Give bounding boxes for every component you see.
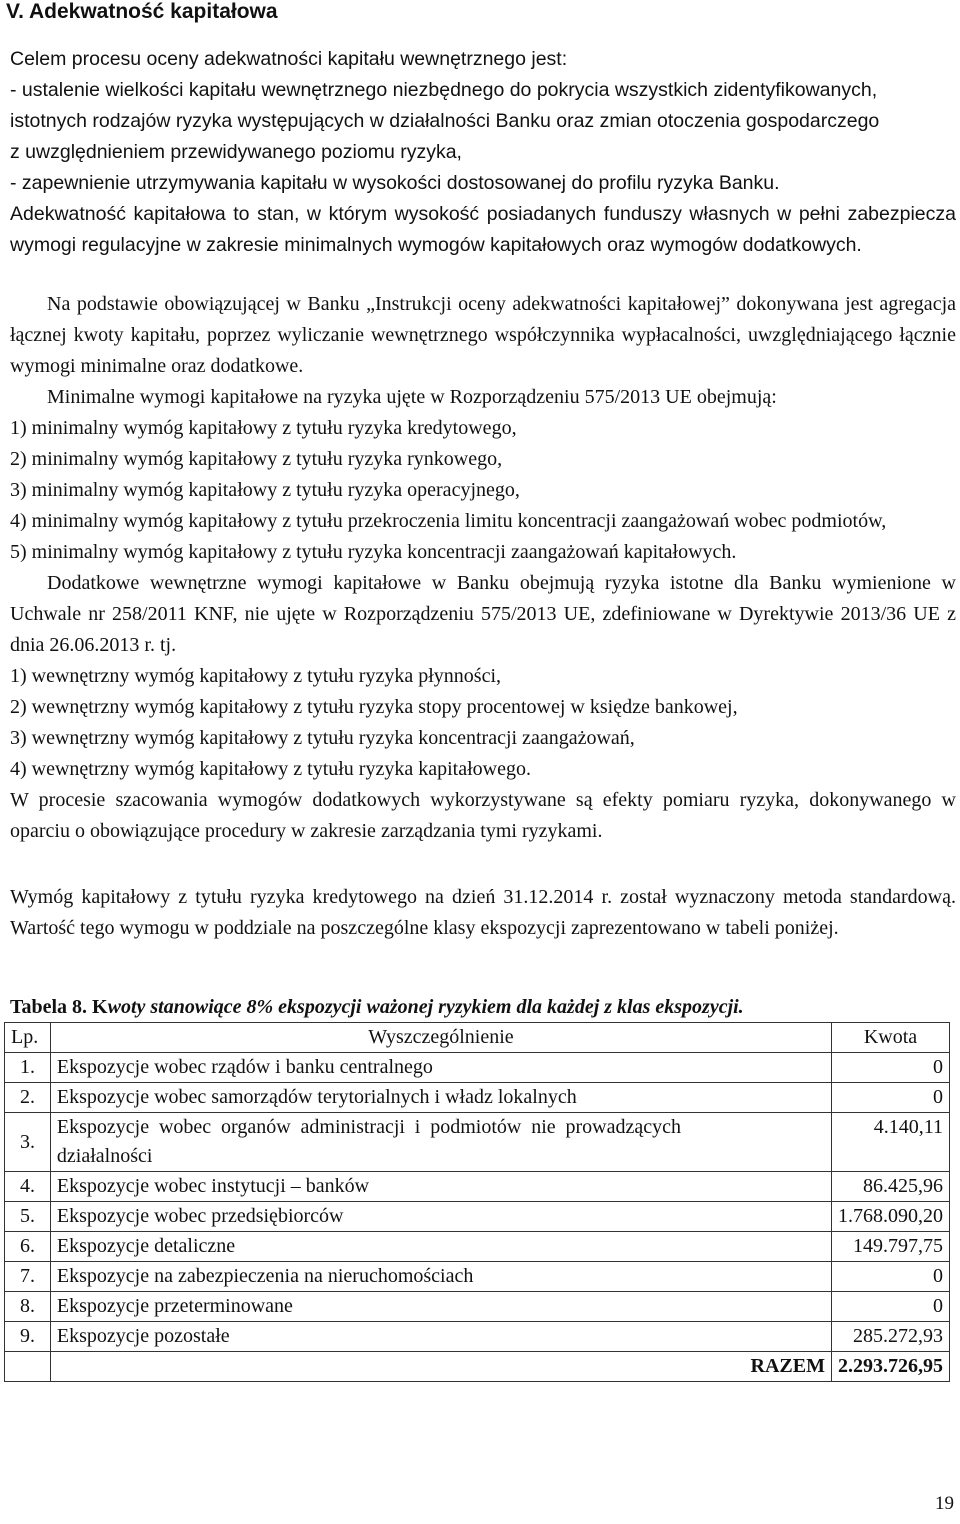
intro-line: - ustalenie wielkości kapitału wewnętrznego niezbędnego do pokrycia wszystkich zidentyfikowanych, [10,79,878,101]
table-row [5,1292,950,1322]
row-description: Ekspozycje wobec samorządów terytorialnych i władz lokalnych [50,1083,831,1113]
table-row [5,1232,950,1262]
row-description [50,1113,831,1172]
intro-line: z uwzględnieniem przewidywanego poziomu ryzyka, [10,141,462,163]
table-row [5,1322,950,1352]
page-number: 19 [935,1493,954,1514]
row-number: 9. [5,1322,51,1352]
min-req-item: 2) minimalny wymóg kapitałowy z tytułu ryzyka rynkowego, [10,448,503,470]
section-heading: V. Adekwatność kapitałowa [6,0,278,23]
table-row [5,1083,950,1113]
table-total-row [5,1352,950,1382]
row-description: Ekspozycje wobec przedsiębiorców [50,1202,831,1232]
min-req-item: 5) minimalny wymóg kapitałowy z tytułu ryzyka koncentracji zaangażowań kapitałowych. [10,541,737,563]
table-header-row [5,1023,950,1053]
table-caption-label: Tabela 8. K [10,996,108,1018]
intro-line: - zapewnienie utrzymywania kapitału w wysokości dostosowanej do profilu ryzyka Banku. [10,172,780,194]
row-description: Ekspozycje wobec instytucji – banków [50,1172,831,1202]
row-amount: 86.425,96 [832,1172,950,1202]
add-req-item: 3) wewnętrzny wymóg kapitałowy z tytułu ryzyka koncentracji zaangażowań, [10,727,635,749]
main-body [10,289,956,847]
row-description: Ekspozycje przeterminowane [50,1292,831,1322]
table-row [5,1262,950,1292]
row-amount: 285.272,93 [832,1322,950,1352]
min-req-item: 1) minimalny wymóg kapitałowy z tytułu ryzyka kredytowego, [10,417,517,439]
row-number: 4. [5,1172,51,1202]
row-amount: 0 [832,1053,950,1083]
row-description: Ekspozycje detaliczne [50,1232,831,1262]
exposure-table [4,1022,950,1382]
row-amount: 0 [832,1262,950,1292]
process-paragraph: W procesie szacowania wymogów dodatkowych wykorzystywane są efekty pomiaru ryzyka, dokonywanego w oparciu o obowiązujące procedury w zakresie zarządzania tymi ryzykami. [10,789,956,842]
adequacy-paragraph: Adekwatność kapitałowa to stan, w którym wysokość posiadanych funduszy własnych w pełni zabezpiecza wymogi regulacyjne w zakresie minimalnych wymogów kapitałowych oraz wymogów dodatkowych. [10,203,956,256]
intro-block [10,44,956,261]
table-row [5,1113,950,1172]
row-description: Ekspozycje wobec rządów i banku centralnego [50,1053,831,1083]
row-amount: 149.797,75 [832,1232,950,1262]
row-description-text: Ekspozycje wobec organów administracji i podmiotów nie prowadzących działalności [56,1116,681,1167]
row-number: 5. [5,1202,51,1232]
table-caption-text: woty stanowiące 8% ekspozycji ważonej ryzykiem dla każdej z klas ekspozycji. [107,996,744,1018]
row-number: 2. [5,1083,51,1113]
table-row [5,1202,950,1232]
total-amount: 2.293.726,95 [832,1352,950,1382]
instruction-paragraph: Na podstawie obowiązującej w Banku „Instrukcji oceny adekwatności kapitałowej” dokonywana jest agregacja łącznej kwoty kapitału, poprzez wyliczanie wewnętrznego współczynnika wypłacalności, uwzględniającego łącznie wymogi minimalne oraz dodatkowe. [10,293,956,377]
row-amount: 4.140,11 [832,1113,950,1172]
table-row [5,1053,950,1083]
add-req-item: 2) wewnętrzny wymóg kapitałowy z tytułu ryzyka stopy procentowej w księdze bankowej, [10,696,738,718]
column-header: Wyszczególnienie [50,1023,831,1053]
row-number: 3. [5,1113,51,1172]
total-label: RAZEM [50,1352,831,1382]
row-description: Ekspozycje pozostałe [50,1322,831,1352]
row-number: 1. [5,1053,51,1083]
intro-line: Celem procesu oceny adekwatności kapitału wewnętrznego jest: [10,48,568,70]
row-number: 7. [5,1262,51,1292]
row-number: 6. [5,1232,51,1262]
add-req-item: 1) wewnętrzny wymóg kapitałowy z tytułu ryzyka płynności, [10,665,501,687]
min-req-item: 4) minimalny wymóg kapitałowy z tytułu przekroczenia limitu koncentracji zaangażowań wobec podmiotów, [10,510,887,532]
column-header: Lp. [5,1023,51,1053]
credit-paragraph: Wymóg kapitałowy z tytułu ryzyka kredytowego na dzień 31.12.2014 r. został wyznaczony metoda standardową. Wartość tego wymogu w poddziale na poszczególne klasy ekspozycji zaprezentowano w tabeli poniżej. [10,886,956,939]
row-amount: 0 [832,1292,950,1322]
row-description: Ekspozycje na zabezpieczenia na nieruchomościach [50,1262,831,1292]
empty-cell [5,1352,51,1382]
add-req-intro: Dodatkowe wewnętrzne wymogi kapitałowe w Banku obejmują ryzyka istotne dla Banku wymienione w Uchwale nr 258/2011 KNF, nie ujęte w Rozporządzeniu 575/2013 UE, zdefiniowane w Dyrektywie 2013/36 UE z dnia 26.06.2013 r. tj. [10,572,956,656]
intro-line: istotnych rodzajów ryzyka występujących w działalności Banku oraz zmian otoczenia gospodarczego [10,110,880,132]
row-number: 8. [5,1292,51,1322]
min-req-item: 3) minimalny wymóg kapitałowy z tytułu ryzyka operacyjnego, [10,479,520,501]
table-row [5,1172,950,1202]
add-req-item: 4) wewnętrzny wymóg kapitałowy z tytułu ryzyka kapitałowego. [10,758,531,780]
row-amount: 1.768.090,20 [832,1202,950,1232]
column-header: Kwota [832,1023,950,1053]
table-caption [10,994,956,1020]
min-req-intro: Minimalne wymogi kapitałowe na ryzyka ujęte w Rozporządzeniu 575/2013 UE obejmują: [47,386,777,408]
row-amount: 0 [832,1083,950,1113]
